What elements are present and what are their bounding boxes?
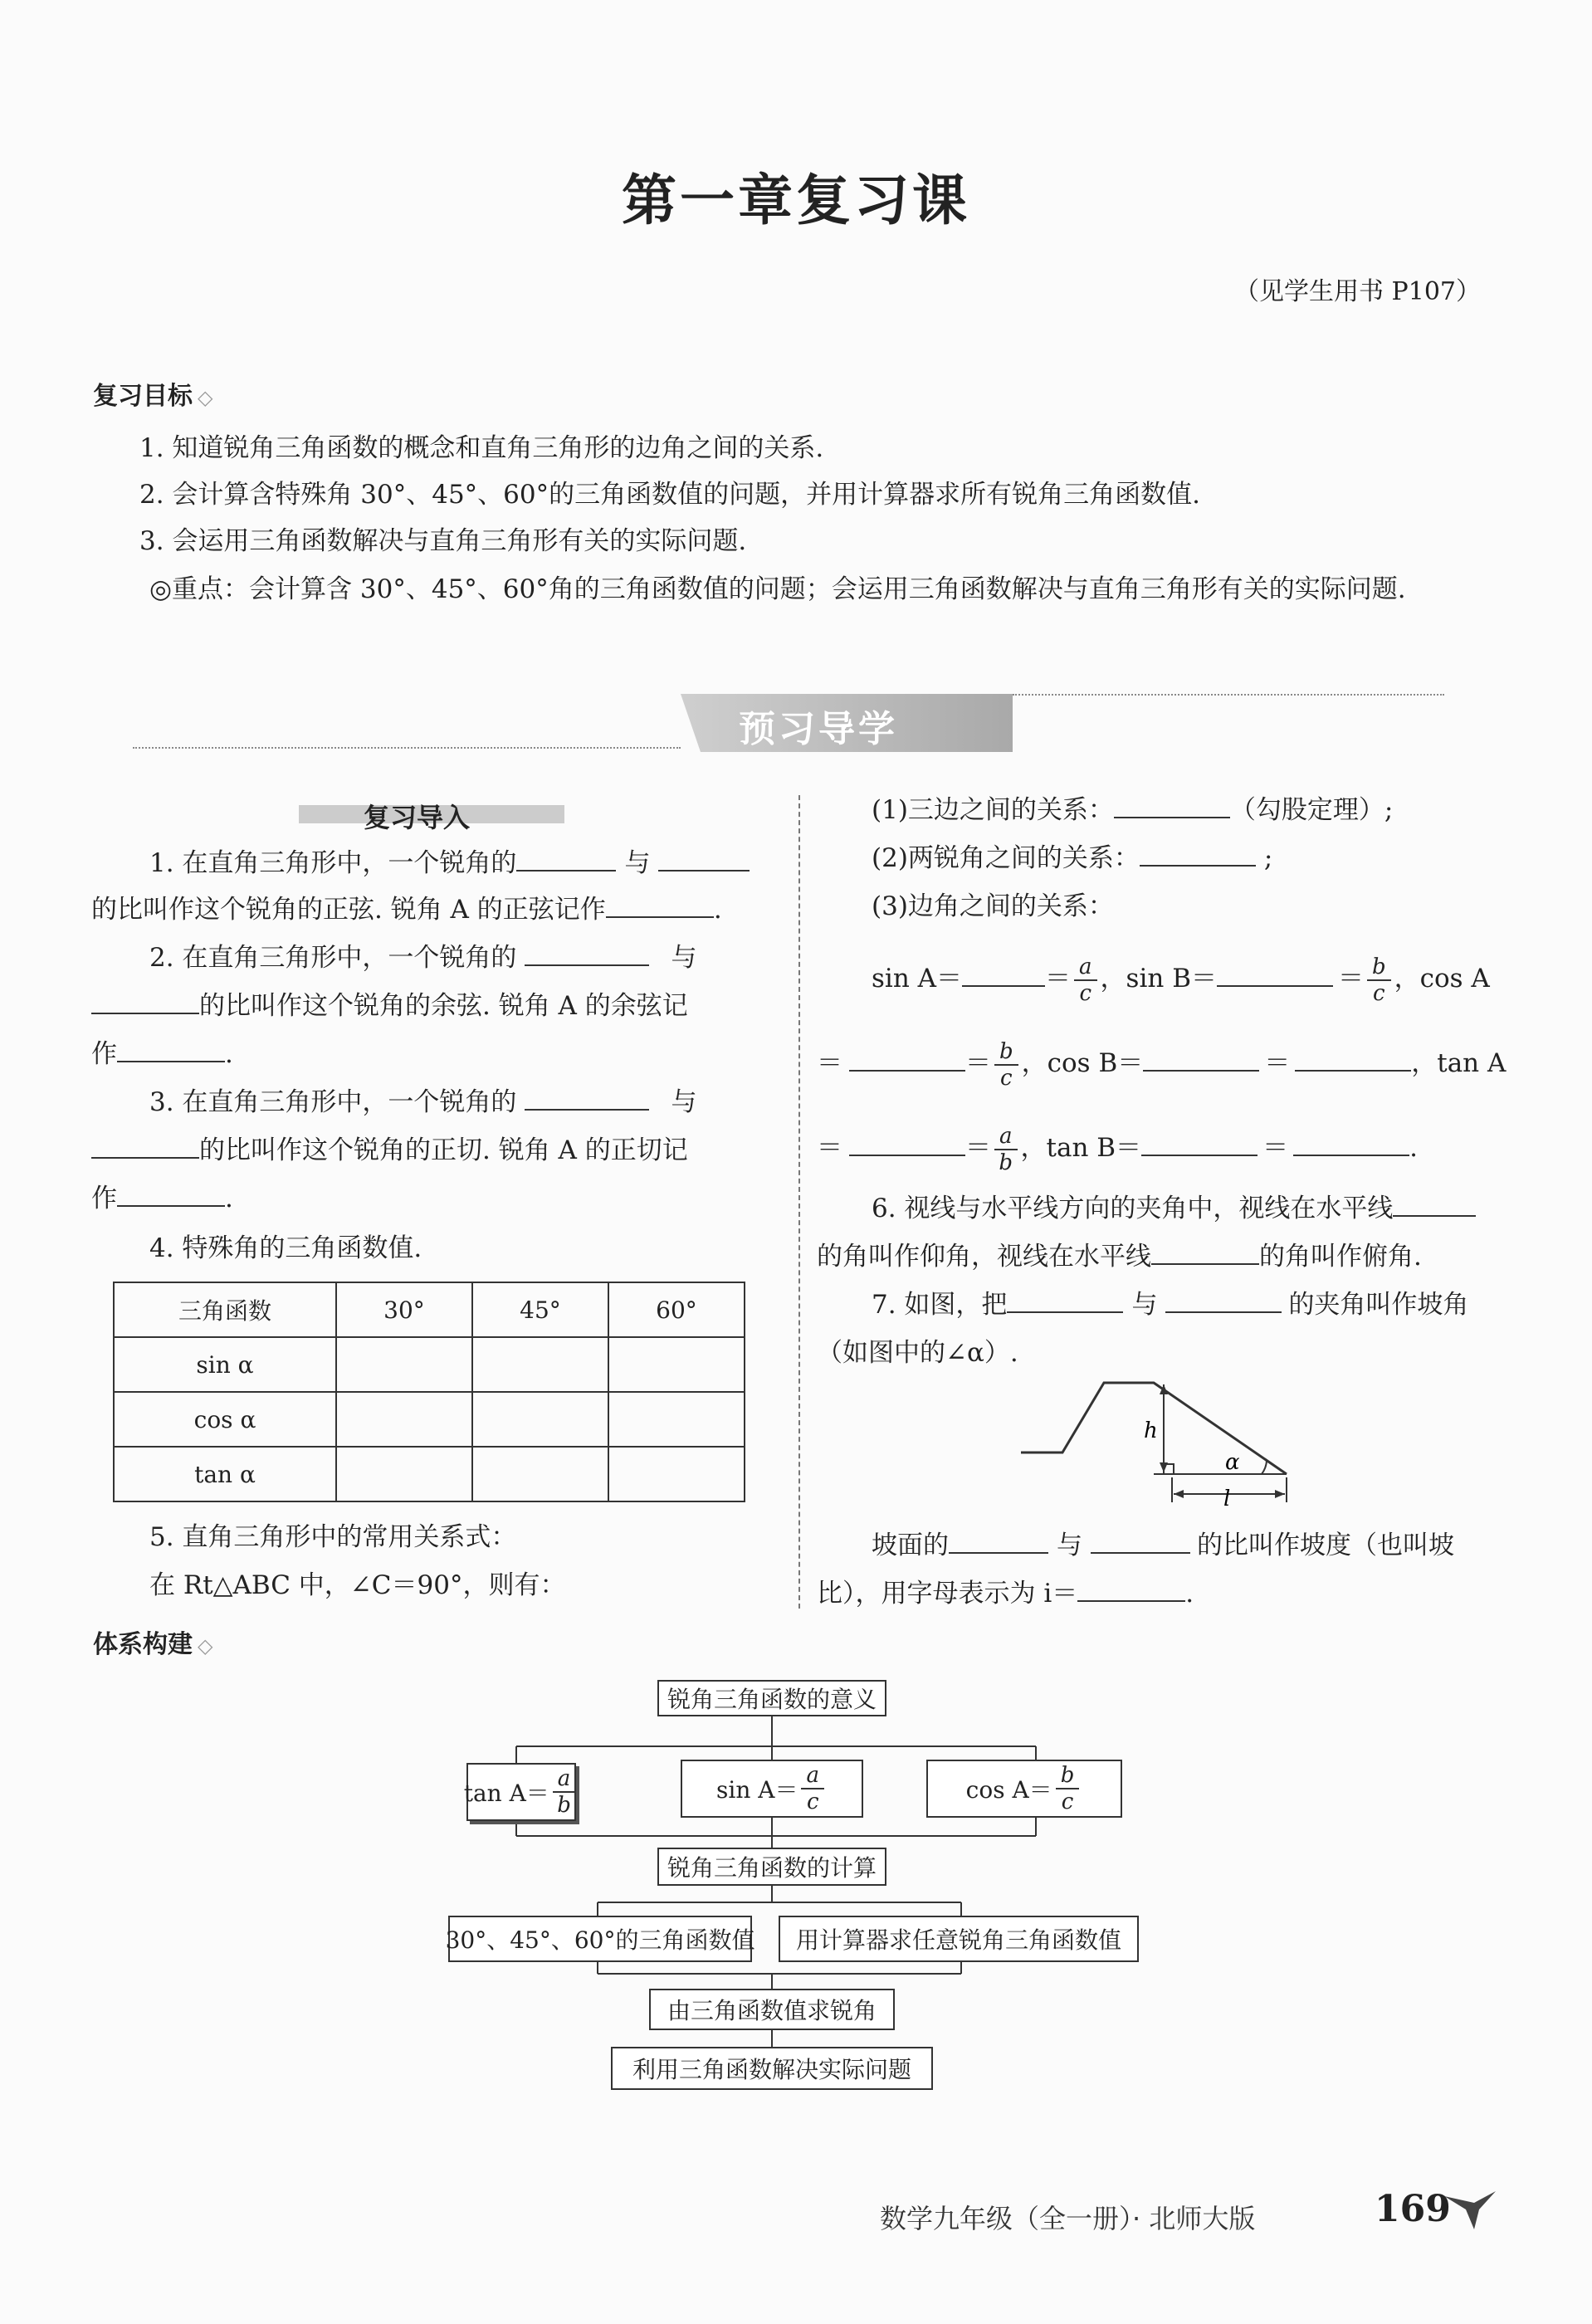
- book-reference: （见学生用书 P107）: [1234, 277, 1481, 306]
- cos-relations: ＝ ＝ $\frac{b}{c}$ ，cos B＝ ＝ ，tan A: [817, 1038, 1507, 1091]
- row-label: sin α: [114, 1337, 336, 1392]
- slope-line1: 坡面的 与 的比叫作坡度（也叫坡: [872, 1531, 1454, 1560]
- row-label: tan α: [114, 1447, 336, 1501]
- q2-line3: 作 .: [91, 1039, 233, 1069]
- r2: (2)两锐角之间的关系： ;: [872, 843, 1273, 873]
- label-l: l: [1223, 1487, 1231, 1511]
- q5-line1: 5. 直角三角形中的常用关系式：: [149, 1522, 517, 1552]
- row-label: cos α: [114, 1392, 336, 1447]
- page-number: 169: [1375, 2188, 1451, 2230]
- q4: 4. 特殊角的三角函数值.: [149, 1233, 422, 1263]
- intro-heading: 复习导入: [364, 802, 471, 833]
- box-tan: tan A＝ $\frac{a}{b}$: [466, 1763, 576, 1821]
- sin-relations: sin A＝ ＝ $\frac{a}{c}$ ，sin B＝ ＝ $\frac{b}{c}$ ，cos A: [872, 954, 1490, 1006]
- page-title: 第一章复习课: [622, 168, 970, 232]
- goals-heading: 复习目标 ◇: [93, 382, 213, 411]
- q3-line1: 3. 在直角三角形中，一个锐角的 与: [149, 1087, 697, 1117]
- bird-icon: [1441, 2185, 1499, 2234]
- table-header: 30°: [336, 1282, 472, 1337]
- q7-line1: 7. 如图，把 与 的夹角叫作坡角: [872, 1290, 1469, 1320]
- q7-line2: （如图中的∠α）.: [817, 1338, 1018, 1368]
- q3-line2: 的比叫作这个锐角的正切. 锐角 A 的正切记: [91, 1134, 688, 1167]
- q1-line2: 的比叫作这个锐角的正弦. 锐角 A 的正弦记作 .: [91, 895, 722, 925]
- label-alpha: α: [1225, 1450, 1240, 1475]
- slope-line2: 比），用字母表示为 i＝ .: [817, 1579, 1194, 1609]
- q6-line1: 6. 视线与水平线方向的夹角中，视线在水平线: [872, 1192, 1476, 1225]
- q5-line2: 在 Rt△ABC 中，∠C＝90°，则有：: [149, 1570, 566, 1600]
- box-calculator: 用计算器求任意锐角三角函数值: [779, 1916, 1139, 1962]
- system-heading: 体系构建 ◇: [93, 1630, 213, 1659]
- r3: (3)边角之间的关系：: [872, 891, 1114, 921]
- footer-text: 数学九年级（全一册）· 北师大版: [880, 2203, 1256, 2234]
- tan-relations: ＝ ＝ $\frac{a}{b}$ ，tan B＝ ＝ .: [817, 1123, 1418, 1175]
- goal-item: 3. 会运用三角函数解决与直角三角形有关的实际问题.: [139, 526, 747, 556]
- box-special: 30°、45°、60°的三角函数值: [448, 1916, 752, 1962]
- r1: (1)三边之间的关系： （勾股定理）;: [872, 795, 1394, 825]
- box-sin: sin A＝ $\frac{a}{c}$: [681, 1760, 863, 1818]
- box-apply: 利用三角函数解决实际问题: [611, 2047, 933, 2090]
- q2-line2: 的比叫作这个锐角的余弦. 锐角 A 的余弦记: [91, 989, 688, 1023]
- goal-item: 2. 会计算含特殊角 30°、45°、60°的三角函数值的问题，并用计算器求所有锐角三角函数值.: [139, 480, 1200, 510]
- box-find-angle: 由三角函数值求锐角: [649, 1989, 895, 2030]
- box-meaning: 锐角三角函数的意义: [657, 1680, 886, 1716]
- q2-line1: 2. 在直角三角形中，一个锐角的 与: [149, 943, 697, 973]
- table-header: 三角函数: [114, 1282, 336, 1337]
- banner-text: 预习导学: [739, 708, 898, 750]
- q1-line1: 1. 在直角三角形中，一个锐角的 与: [149, 847, 750, 880]
- q3-line3: 作 .: [91, 1184, 233, 1213]
- goal-focus: ◎重点：会计算含 30°、45°、60°角的三角函数值的问题；会运用三角函数解决与直角三角形有关的实际问题.: [149, 574, 1406, 604]
- diamond-icon: ◇: [198, 1634, 213, 1658]
- box-calc: 锐角三角函数的计算: [657, 1848, 886, 1886]
- box-cos: cos A＝ $\frac{b}{c}$: [926, 1760, 1122, 1818]
- q6-line2: 的角叫作仰角，视线在水平线 的角叫作俯角.: [817, 1242, 1422, 1272]
- table-header: 45°: [472, 1282, 608, 1337]
- label-h: h: [1144, 1418, 1158, 1443]
- diamond-icon: ◇: [198, 386, 213, 409]
- table-header: 60°: [608, 1282, 745, 1337]
- goal-item: 1. 知道锐角三角函数的概念和直角三角形的边角之间的关系.: [139, 433, 824, 463]
